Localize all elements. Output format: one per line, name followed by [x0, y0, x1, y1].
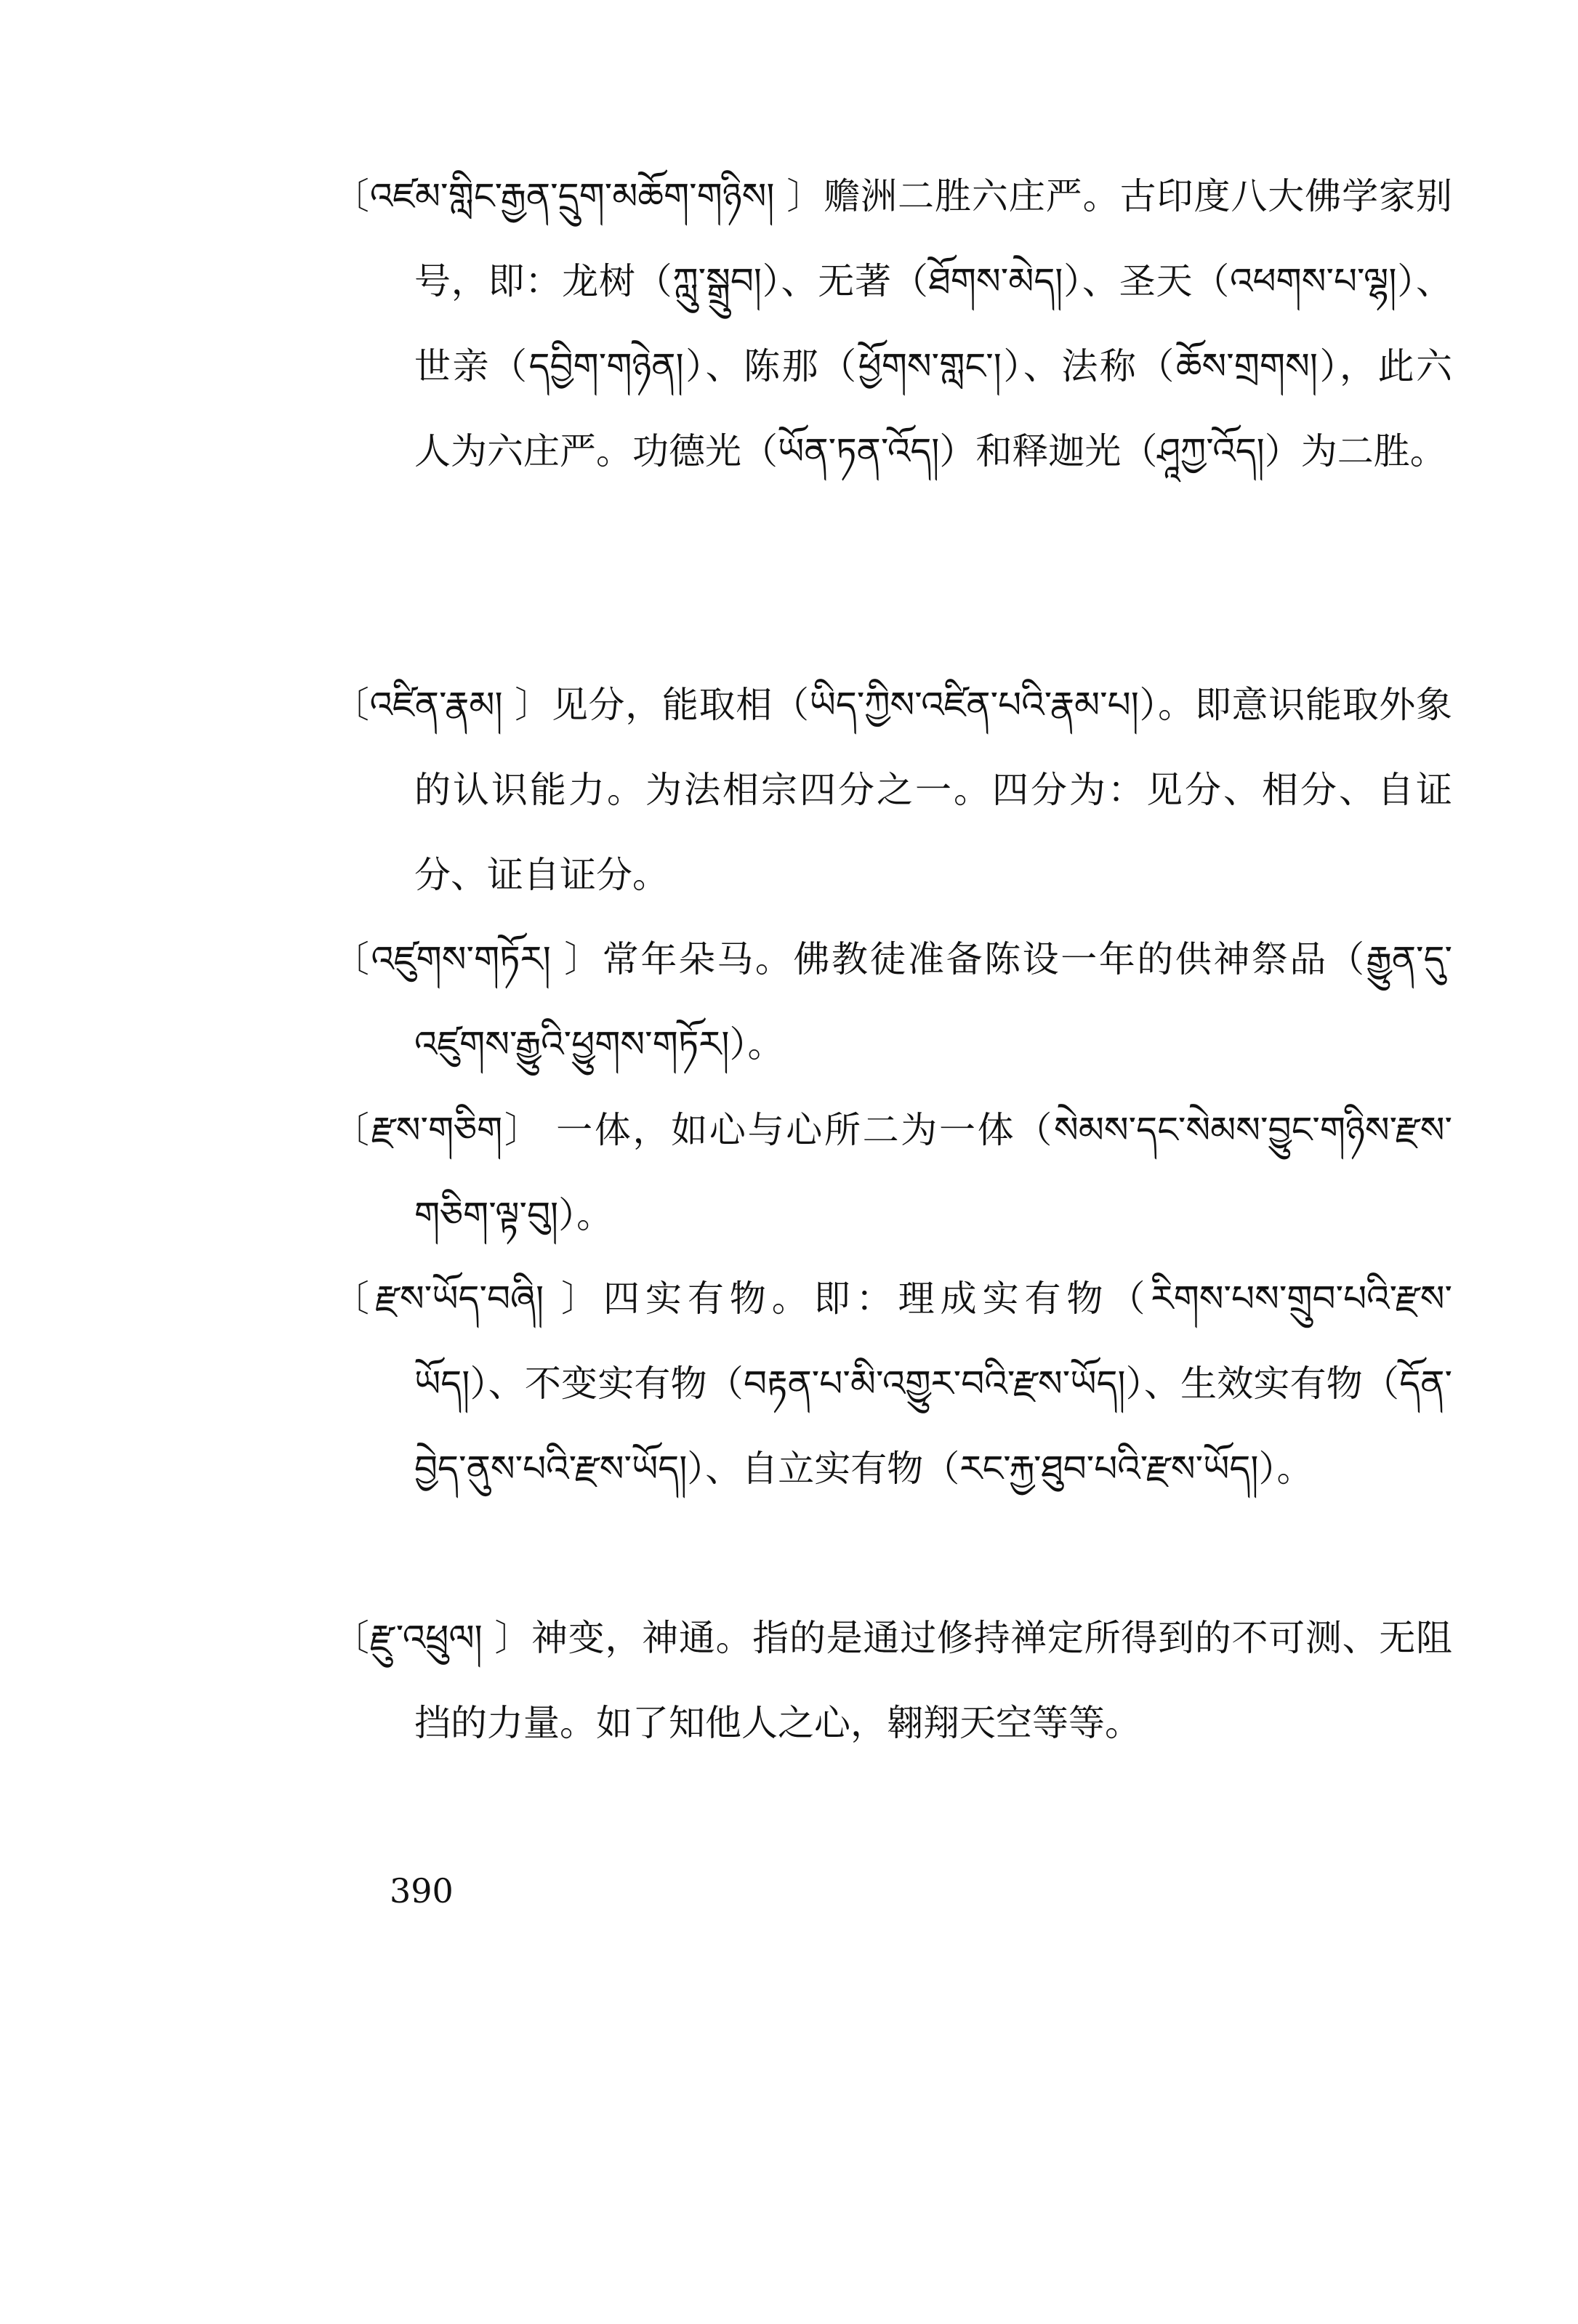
- entry-text: 〔འཛིན་རྣམ། 〕见分，能取相（ཡིད་ཀྱིས་འཛིན་པའི་རྣམ་པ།）。即意识能取外象的认识能力。为法相宗四分之一。四分为：见分、相分、自证分、证自证分。: [333, 684, 1452, 896]
- entry-text: 〔རྫས་ཡོད་བཞི། 〕四实有物。即：理成实有物（རིགས་པས་གྲུབ་པའི་རྫས་ཡོད།）、不变实有物（བརྟན་པ་མི་འགྱུར་བའི་རྫས་ཡོད།）、生效实有物（དོན་བྱེད་ནུས་པའི་རྫས་ཡོད།）、自立实有物（རང་རྐྱ་ཐུབ་པའི་རྫས་ཡོད།）。: [333, 1278, 1452, 1490]
- dictionary-entry: [333, 1088, 1452, 1258]
- dictionary-entry: [333, 1596, 1452, 1766]
- dictionary-entry: [333, 663, 1452, 918]
- entry-text: 〔འཛུགས་གཏོར། 〕常年朵马。佛教徒准备陈设一年的供神祭品（རྒྱུན་དུ་འཛུགས་རྒྱུའི་ཕྱུགས་གཏོར།）。: [333, 938, 1452, 1065]
- dictionary-entry: [333, 154, 1452, 494]
- entry-text: 〔རྫུ་འཕྲུལ། 〕神变，神通。指的是通过修持禅定所得到的不可测、无阻挡的力量。如了知他人之心，翱翔天空等等。: [333, 1617, 1452, 1744]
- dictionary-entry: [333, 917, 1452, 1087]
- entry-text: 〔འཛམ་གླིང་རྒྱན་དྲུག་མཆོག་གཉིས། 〕赡洲二胜六庄严。古印度八大佛学家别号，即：龙树（ཀླུ་སྒྲུབ།）、无著（ཐོགས་མེད།）、圣天（འཕགས་པ་ལྷ།）、世亲（དབྱིག་གཉེན།）、陈那（ཕྱོགས་གླང་།）、法称（ཆོས་གྲགས།），此六人为六庄严。功德光（ཡོན་ཏན་འོད།）和释迦光（ཤཱཀྱ་འོད།）为二胜。: [333, 175, 1452, 472]
- page-number: 390: [390, 1871, 454, 1911]
- dictionary-entry: [333, 1256, 1452, 1512]
- entry-text: 〔རྫས་གཅིག〕 一体，如心与心所二为一体（སེམས་དང་སེམས་བྱུང་གཉིས་རྫས་གཅིག་ལྟ་བུ།）。: [333, 1109, 1452, 1236]
